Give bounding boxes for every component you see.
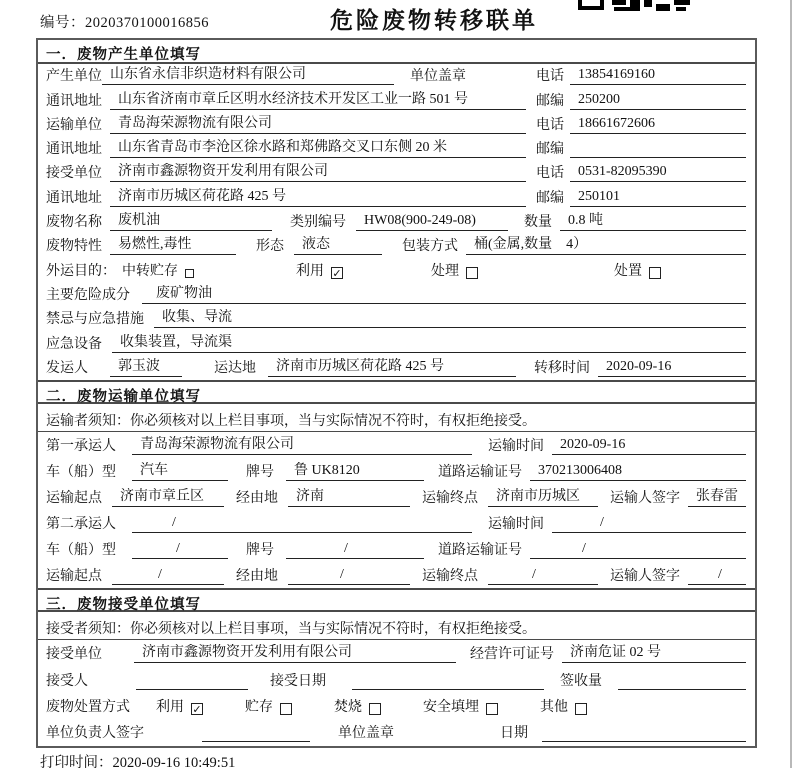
qr-code-fragment [578, 0, 690, 11]
purpose-dispose-label: 处置 [614, 263, 642, 279]
disposal-utilize-checkbox-checked: ✓ [192, 703, 202, 717]
disposal-other-checkbox [575, 703, 587, 715]
packaging-value: 桶(金属,数量 4） [466, 236, 746, 255]
first-transport-time-value: 2020-09-16 [552, 436, 746, 455]
second-via-value: / [288, 566, 410, 585]
disposal-landfill-label: 安全填埋 [423, 700, 479, 716]
receiver-address-value: 济南市历城区荷花路 425 号 [110, 188, 526, 207]
waste-code-value: HW08(900-249-08) [356, 212, 508, 231]
purpose-transit-storage-checkbox [185, 269, 194, 278]
first-carrier-sign-value: 张春雷 [688, 488, 746, 507]
emergency-measures-label: 禁忌与应急措施 [46, 312, 144, 328]
second-vehicle-type-value: / [132, 540, 228, 559]
purpose-treat-checkbox [466, 267, 478, 279]
transporter-address-value: 山东省青岛市李沧区徐水路和郑佛路交叉口东侧 20 米 [110, 139, 526, 158]
emergency-measures-row [38, 307, 755, 331]
license-number-label: 经营许可证号 [470, 647, 554, 663]
purpose-utilize-checkbox-checked: ✓ [332, 266, 342, 280]
receiver-address-row [38, 185, 755, 209]
first-via-value: 济南 [288, 488, 410, 507]
second-vehicle-type-label: 车（船）型 [46, 542, 116, 558]
print-time-value: 2020-09-16 10:49:51 [112, 755, 236, 768]
disposal-landfill-checkbox [486, 703, 498, 715]
first-carrier-sign-label: 运输人签字 [610, 490, 680, 506]
hazardous-components-value: 废矿物油 [142, 285, 746, 304]
received-quantity-label: 签收量 [560, 673, 602, 689]
first-transport-time-label: 运输时间 [488, 438, 544, 454]
transporter-phone-value: 18661672606 [570, 115, 746, 134]
second-carrier-value: / [132, 514, 472, 533]
hazardous-components-label: 主要危险成分 [46, 287, 130, 303]
waste-property-row [38, 234, 755, 258]
section1-title: 一．废物产生单位填写 [38, 40, 755, 64]
waste-property-value: 易燃性,毒性 [110, 236, 236, 255]
producer-phone-label: 电话 [536, 69, 564, 85]
disposal-incinerate-checkbox [369, 703, 381, 715]
second-road-permit-label: 道路运输证号 [438, 542, 522, 558]
second-carrier-label: 第二承运人 [46, 516, 116, 532]
print-time [40, 751, 235, 768]
receiver-phone-label: 电话 [536, 166, 564, 182]
second-origin-value: / [112, 566, 224, 585]
waste-quantity-value: 0.8 吨 [560, 212, 746, 231]
transporter-phone-label: 电话 [536, 117, 564, 133]
first-carrier-value: 青岛海荣源物流有限公司 [132, 436, 472, 455]
responsible-signature-value [202, 740, 310, 742]
section3-title: 三．废物接受单位填写 [38, 588, 755, 612]
unit-seal-label: 单位盖章 [410, 69, 466, 85]
receiver-zip-value: 250101 [570, 188, 746, 207]
first-vehicle-row [38, 458, 755, 484]
serial-value: 2020370100016856 [85, 15, 209, 31]
accept-date-label: 接受日期 [270, 673, 326, 689]
receiver-unit-value: 济南市鑫源物资开发利用有限公司 [110, 163, 526, 182]
unit-seal2-label: 单位盖章 [338, 726, 394, 742]
emergency-measures-value: 收集、导流 [154, 309, 746, 328]
transfer-form-table [36, 38, 757, 748]
producer-unit-label: 产生单位 [46, 69, 102, 85]
accepting-unit-label: 接受单位 [46, 647, 102, 663]
second-plate-label: 牌号 [246, 542, 274, 558]
first-route-row [38, 484, 755, 510]
transporter-unit-label: 运输单位 [46, 117, 102, 133]
second-via-label: 经由地 [236, 568, 278, 584]
transporter-address-row [38, 137, 755, 161]
disposal-incinerate-label: 焚烧 [334, 700, 362, 716]
first-carrier-row [38, 432, 755, 458]
receiver-zip-label: 邮编 [536, 190, 564, 206]
transfer-time-label: 转移时间 [534, 360, 590, 376]
second-carrier-sign-label: 运输人签字 [610, 568, 680, 584]
transporter-zip-label: 邮编 [536, 142, 564, 158]
disposal-method-row [38, 693, 755, 719]
waste-name-row [38, 210, 755, 234]
first-origin-label: 运输起点 [46, 490, 102, 506]
second-vehicle-row [38, 536, 755, 562]
waste-quantity-label: 数量 [524, 215, 552, 231]
second-transport-time-label: 运输时间 [488, 516, 544, 532]
disposal-storage-label: 贮存 [245, 700, 273, 716]
first-vehicle-type-label: 车（船）型 [46, 464, 116, 480]
waste-form-value: 液态 [294, 236, 382, 255]
second-endpoint-value: / [488, 566, 598, 585]
first-origin-value: 济南市章丘区 [112, 488, 224, 507]
scan-edge-line [790, 0, 792, 768]
disposal-method-label: 废物处置方式 [46, 700, 130, 716]
transporter-zip-value [570, 156, 746, 158]
producer-unit-row [38, 64, 755, 88]
first-endpoint-value: 济南市历城区 [488, 488, 598, 507]
second-road-permit-value: / [530, 540, 746, 559]
purpose-dispose-checkbox [649, 267, 661, 279]
license-number-value: 济南危证 02 号 [562, 644, 746, 663]
first-plate-label: 牌号 [246, 464, 274, 480]
first-carrier-label: 第一承运人 [46, 438, 116, 454]
producer-zip-label: 邮编 [536, 93, 564, 109]
accepting-unit-value: 济南市鑫源物资开发利用有限公司 [134, 644, 456, 663]
receiver-notice: 接受者须知：你必须核对以上栏目事项，当与实际情况不符时，有权拒绝接受。 [38, 612, 755, 640]
transporter-notice: 运输者须知：你必须核对以上栏目事项，当与实际情况不符时，有权拒绝接受。 [38, 404, 755, 432]
seal-date-value [542, 740, 746, 742]
transfer-time-value: 2020-09-16 [598, 358, 746, 377]
second-transport-time-value: / [552, 514, 746, 533]
transfer-purpose-row [38, 258, 755, 282]
second-origin-label: 运输起点 [46, 568, 102, 584]
responsible-signature-label: 单位负责人签字 [46, 726, 144, 742]
consignor-value: 郭玉波 [110, 358, 182, 377]
producer-address-value: 山东省济南市章丘区明水经济技术开发区工业一路 501 号 [110, 91, 526, 110]
second-carrier-sign-value: / [688, 566, 746, 585]
acceptor-row [38, 666, 755, 692]
receiver-phone-value: 0531-82095390 [570, 163, 746, 182]
transporter-unit-row [38, 113, 755, 137]
first-road-permit-value: 370213006408 [530, 462, 746, 481]
disposal-storage-checkbox [280, 703, 292, 715]
serial-number [40, 11, 209, 32]
first-via-label: 经由地 [236, 490, 278, 506]
waste-name-value: 废机油 [110, 212, 272, 231]
seal-date-label: 日期 [500, 726, 528, 742]
waste-code-label: 类别编号 [290, 215, 346, 231]
producer-address-label: 通讯地址 [46, 93, 102, 109]
producer-zip-value: 250200 [570, 91, 746, 110]
receiver-address-label: 通讯地址 [46, 190, 102, 206]
producer-unit-value: 山东省永信非织造材料有限公司 [102, 66, 394, 85]
second-carrier-row [38, 510, 755, 536]
transfer-purpose-label: 外运目的： [46, 263, 116, 279]
waste-property-label: 废物特性 [46, 239, 102, 255]
producer-phone-value: 13854169160 [570, 66, 746, 85]
destination-label: 运达地 [214, 360, 256, 376]
accepting-unit-row [38, 640, 755, 666]
purpose-utilize-label: 利用 [296, 263, 324, 279]
purpose-treat-label: 处理 [431, 263, 459, 279]
emergency-equipment-row [38, 331, 755, 355]
second-plate-value: / [286, 540, 424, 559]
section2-body [38, 432, 755, 588]
received-quantity-value [618, 688, 746, 690]
transporter-address-label: 通讯地址 [46, 142, 102, 158]
emergency-equipment-label: 应急设备 [46, 336, 102, 352]
first-road-permit-label: 道路运输证号 [438, 464, 522, 480]
receiver-unit-label: 接受单位 [46, 166, 102, 182]
print-time-label: 打印时间： [40, 755, 113, 768]
waste-name-label: 废物名称 [46, 215, 102, 231]
page-title: 危险废物转移联单 [330, 8, 538, 33]
first-endpoint-label: 运输终点 [422, 490, 478, 506]
destination-value: 济南市历城区荷花路 425 号 [268, 358, 516, 377]
consignor-row [38, 356, 755, 380]
waste-form-label: 形态 [256, 239, 284, 255]
consignor-label: 发运人 [46, 360, 88, 376]
receiver-unit-row [38, 161, 755, 185]
hazardous-components-row [38, 283, 755, 307]
first-vehicle-type-value: 汽车 [132, 462, 228, 481]
section3-body [38, 640, 755, 746]
emergency-equipment-value: 收集装置，导流渠 [112, 334, 746, 353]
accept-date-value [352, 688, 544, 690]
disposal-utilize-label: 利用 [156, 700, 184, 716]
producer-address-row [38, 88, 755, 112]
second-endpoint-label: 运输终点 [422, 568, 478, 584]
purpose-transit-storage-label: 中转贮存 [122, 263, 178, 279]
acceptor-label: 接受人 [46, 673, 88, 689]
section1-body [38, 64, 755, 380]
packaging-label: 包装方式 [402, 239, 458, 255]
first-plate-value: 鲁 UK8120 [286, 462, 424, 481]
section2-title: 二．废物运输单位填写 [38, 380, 755, 404]
transporter-unit-value: 青岛海荣源物流有限公司 [110, 115, 526, 134]
serial-label: 编号： [40, 15, 85, 31]
acceptor-value [136, 688, 248, 690]
responsible-signature-row [38, 719, 755, 745]
disposal-other-label: 其他 [540, 700, 568, 716]
second-route-row [38, 562, 755, 588]
